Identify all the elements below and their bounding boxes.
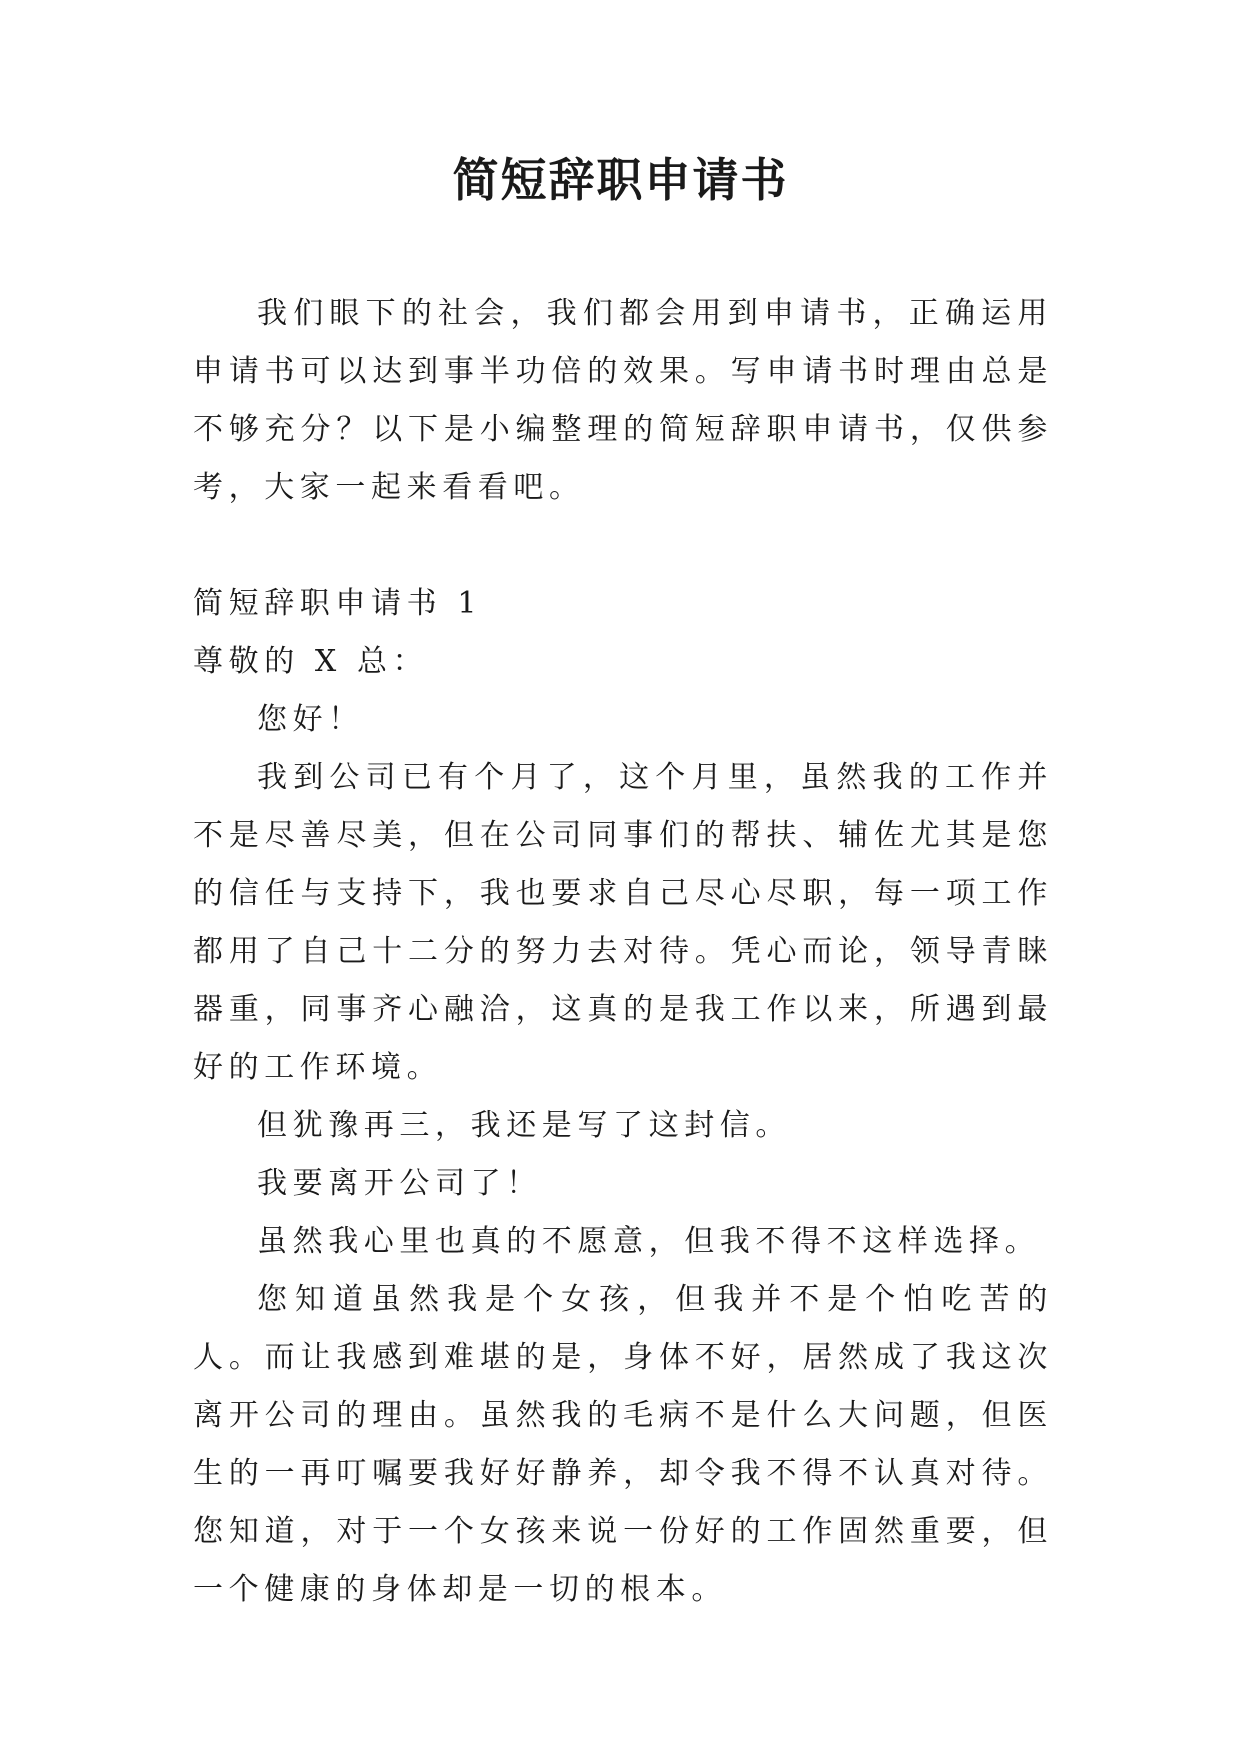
section-heading: 简短辞职申请书 1	[193, 586, 483, 621]
salutation: 尊敬的 X 总：	[193, 644, 429, 679]
paragraph-spacer	[193, 517, 1053, 575]
body-paragraph: 虽然我心里也真的不愿意，但我不得不这样选择。	[257, 1224, 1041, 1259]
greeting: 您好！	[257, 702, 364, 737]
body-paragraph: 但犹豫再三，我还是写了这封信。	[257, 1108, 791, 1143]
intro-paragraph: 我们眼下的社会，我们都会用到申请书，正确运用申请书可以达到事半功倍的效果。写申请书时理由总是不够充分？以下是小编整理的简短辞职申请书，仅供参考，大家一起来看看吧。	[193, 296, 1053, 505]
body-paragraph: 您知道虽然我是个女孩，但我并不是个怕吃苦的人。而让我感到难堪的是，身体不好，居然成了我这次离开公司的理由。虽然我的毛病不是什么大问题，但医生的一再叮嘱要我好好静养，却令我不得不认真对待。您知道，对于一个女孩来说一份好的工作固然重要，但一个健康的身体却是一切的根本。	[193, 1282, 1053, 1607]
document-body	[193, 285, 1053, 1619]
body-paragraph: 我要离开公司了！	[257, 1166, 542, 1201]
document-title: 简短辞职申请书	[452, 153, 789, 207]
body-paragraph: 我到公司已有个月了，这个月里，虽然我的工作并不是尽善尽美，但在公司同事们的帮扶、辅佐尤其是您的信任与支持下，我也要求自己尽心尽职，每一项工作都用了自己十二分的努力去对待。凭心而论，领导青睐器重，同事齐心融洽，这真的是我工作以来，所遇到最好的工作环境。	[193, 760, 1053, 1085]
